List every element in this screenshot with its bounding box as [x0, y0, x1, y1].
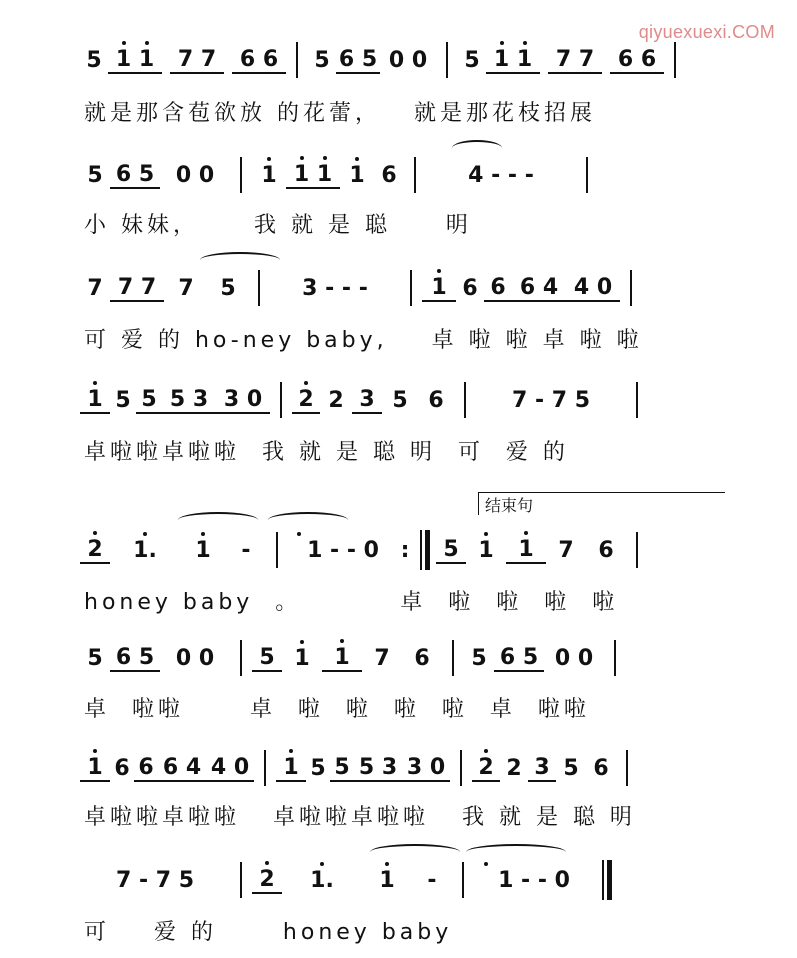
lyrics-line-5: honey baby 。 卓 啦 啦 啦 啦 — [84, 590, 619, 615]
notation-line-1: 5 1 1 7 7 6 6 5 6 5 0 0 5 1 1 7 7 6 6 — [80, 40, 720, 80]
slur-mark — [178, 512, 258, 528]
site-watermark: qiyuexuexi.COM — [638, 22, 775, 42]
slur-mark — [268, 512, 348, 528]
notation-line-8: 7 - 7 5 2 1. 1 - 1 - - 0 — [80, 860, 720, 900]
notation-line-4: 1 5 5 5 3 3 0 2 2 3 5 6 7 - 7 5 — [80, 380, 720, 420]
lyrics-line-8: 可 爱 的 honey baby — [84, 920, 453, 945]
slur-mark — [466, 844, 566, 860]
notation-line-2: 5 6 5 0 0 1 1 1 1 6 4 - - - — [80, 155, 720, 195]
slur-mark — [200, 252, 280, 268]
notation-line-5: 2 1. 1 - 1 - - 0 : 5 1 1 7 6 — [80, 530, 720, 570]
lyrics-line-7: 卓啦啦卓啦啦 卓啦啦卓啦啦 我 就 是 聪 明 — [84, 805, 636, 830]
lyrics-line-2: 小 妹妹， 我 就 是 聪 明 — [84, 213, 472, 238]
section-label-box: 结束句 — [478, 492, 725, 515]
lyrics-line-4: 卓啦啦卓啦啦 我 就 是 聪 明 可 爱 的 — [84, 440, 569, 465]
lyrics-line-6: 卓 啦啦 卓 啦 啦 啦 啦 卓 啦啦 — [84, 697, 590, 722]
notation-line-7: 1 6 6 6 4 4 0 1 5 5 5 3 3 0 2 2 3 5 6 — [80, 748, 720, 788]
slur-mark — [452, 140, 502, 156]
lyrics-line-3: 可 爱 的 ho-ney baby, 卓 啦 啦 卓 啦 啦 — [84, 328, 643, 353]
lyrics-line-1: 就是那含苞欲放 的花蕾， 就是那花枝招展 — [84, 101, 596, 126]
slur-mark — [370, 844, 460, 860]
notation-line-6: 5 6 5 0 0 5 1 1 7 6 5 6 5 0 0 — [80, 638, 720, 678]
notation-line-3: 7 7 7 7 5 3 - - - 1 6 6 6 4 4 0 — [80, 268, 720, 308]
